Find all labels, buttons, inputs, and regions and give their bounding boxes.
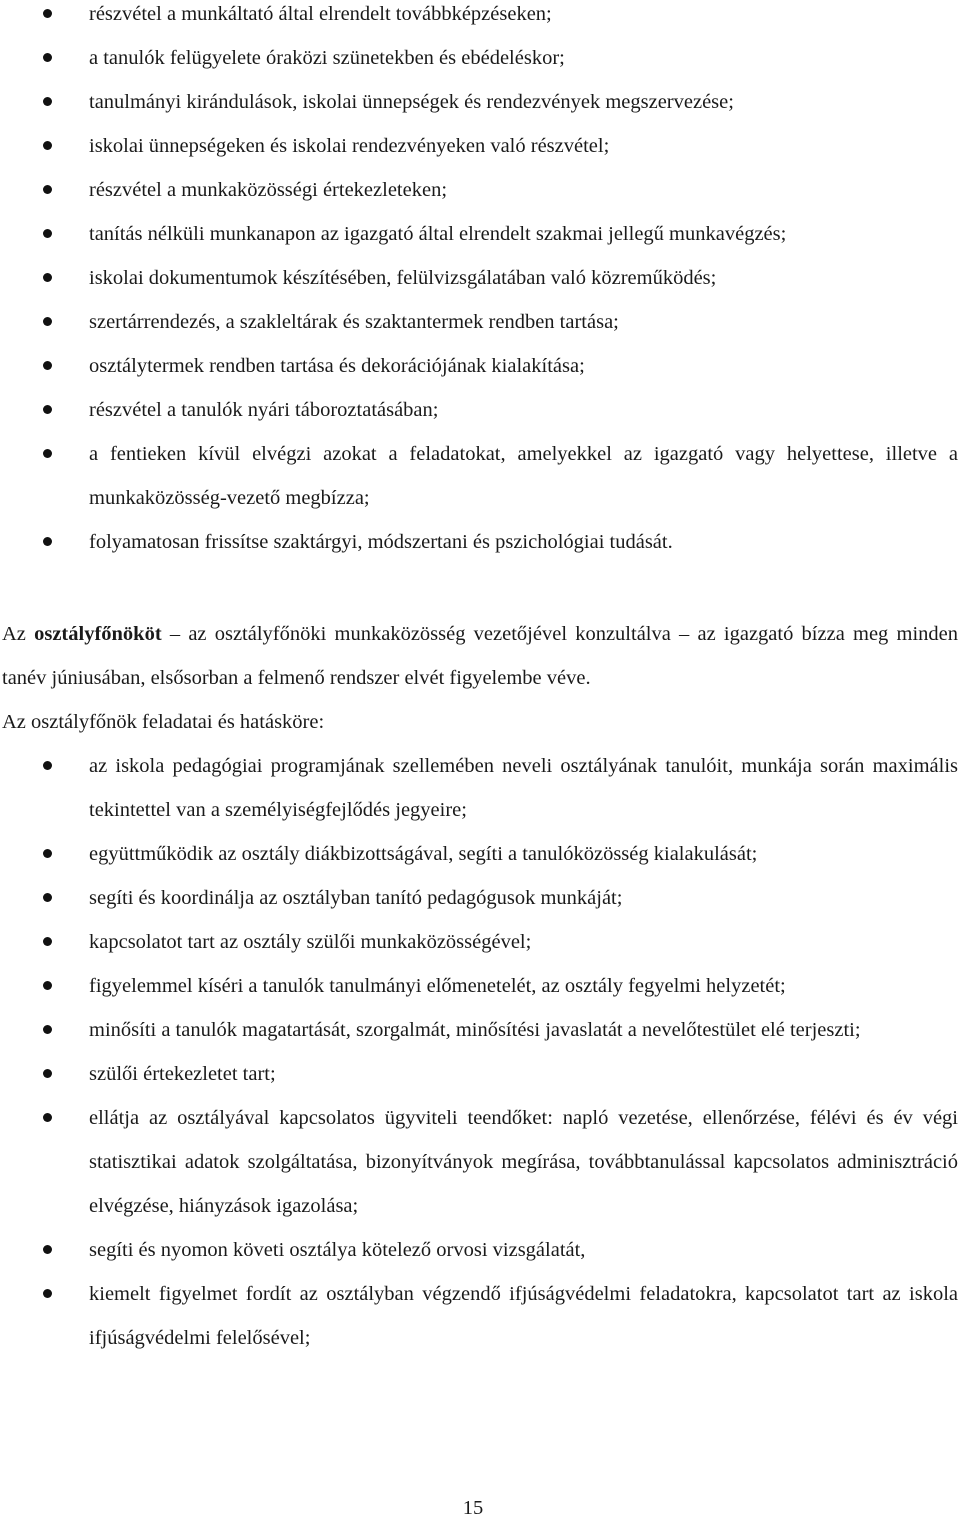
list-item-text: a fentieken kívül elvégzi azokat a feladatokat, amelyekkel az igazgató vagy helyettese, illetve a munkaközösség-vezető megbízza; xyxy=(89,443,958,509)
class-teacher-appointment-paragraph xyxy=(2,612,958,700)
list-item-text: részvétel a munkaközösségi értekezleteken; xyxy=(89,179,448,201)
list-item xyxy=(0,876,958,920)
list-item-text: az iskola pedagógiai programjának szellemében neveli osztályának tanulóit, munkája során maximális tekintettel van a személyiségfejlődés jegyeire; xyxy=(89,755,958,821)
list-item xyxy=(0,344,958,388)
list-item xyxy=(0,744,958,832)
paragraph-text: – az osztályfőnöki munkaközösség vezetőjével konzultálva – az igazgató bízza meg minden tanév júniusában, elsősorban a felmenő rendszer elvét figyelembe véve. xyxy=(2,623,958,689)
list-item xyxy=(0,300,958,344)
list-item xyxy=(0,0,958,36)
section-intro: Az osztályfőnök feladatai és hatásköre: xyxy=(2,711,325,733)
bullet-icon xyxy=(43,229,52,238)
list-item-text: tanítás nélküli munkanapon az igazgató által elrendelt szakmai jellegű munkavégzés; xyxy=(89,223,787,245)
list-item xyxy=(0,520,958,564)
bullet-icon xyxy=(43,53,52,62)
list-item xyxy=(0,256,958,300)
list-item-text: részvétel a munkáltató által elrendelt továbbképzéseken; xyxy=(89,3,552,25)
bold-term: osztályfőnököt xyxy=(34,623,162,645)
bullet-icon xyxy=(43,761,52,770)
list-item xyxy=(0,964,958,1008)
bullet-icon xyxy=(43,1025,52,1034)
bullet-icon xyxy=(43,981,52,990)
page-number: 15 xyxy=(462,1497,484,1519)
list-item-text: a tanulók felügyelete óraközi szünetekben és ebédeléskor; xyxy=(89,47,565,69)
bullet-icon xyxy=(43,97,52,106)
bullet-icon xyxy=(43,361,52,370)
class-teacher-duties-list xyxy=(0,744,958,1360)
bullet-icon xyxy=(43,1069,52,1078)
list-item-text: együttműködik az osztály diákbizottságával, segíti a tanulóközösség kialakulását; xyxy=(89,843,758,865)
list-item-text: segíti és nyomon követi osztálya kötelező orvosi vizsgálatát, xyxy=(89,1239,586,1261)
list-item xyxy=(0,432,958,520)
list-item xyxy=(0,80,958,124)
list-item xyxy=(0,920,958,964)
bullet-icon xyxy=(43,1289,52,1298)
list-item-text: folyamatosan frissítse szaktárgyi, módszertani és pszichológiai tudását. xyxy=(89,531,673,553)
bullet-icon xyxy=(43,405,52,414)
list-item-text: iskolai ünnepségeken és iskolai rendezvényeken való részvétel; xyxy=(89,135,610,157)
list-item xyxy=(0,1228,958,1272)
list-item xyxy=(0,124,958,168)
paragraph-text: Az xyxy=(2,623,35,645)
list-item-text: kapcsolatot tart az osztály szülői munkaközösségével; xyxy=(89,931,532,953)
list-item xyxy=(0,36,958,80)
list-item-text: kiemelt figyelmet fordít az osztályban végzendő ifjúságvédelmi feladatokra, kapcsolatot tart az iskola ifjúságvédelmi felelősével; xyxy=(89,1283,958,1349)
bullet-icon xyxy=(43,1245,52,1254)
list-item xyxy=(0,1008,958,1052)
list-item-text: tanulmányi kirándulások, iskolai ünnepségek és rendezvények megszervezése; xyxy=(89,91,734,113)
list-item-text: ellátja az osztályával kapcsolatos ügyviteli teendőket: napló vezetése, ellenőrzése, félévi és év végi statisztikai adatok szolgáltatása, bizonyítványok megírása, továbbtanulással kapcsolatos adminisztráció elvégzése, hiányzások igazolása; xyxy=(89,1107,958,1217)
list-item-text: szertárrendezés, a szakleltárak és szaktantermek rendben tartása; xyxy=(89,311,619,333)
list-item xyxy=(0,168,958,212)
bullet-icon xyxy=(43,185,52,194)
bullet-icon xyxy=(43,893,52,902)
duties-list xyxy=(0,0,958,564)
list-item xyxy=(0,1272,958,1360)
bullet-icon xyxy=(43,317,52,326)
list-item-text: osztálytermek rendben tartása és dekorációjának kialakítása; xyxy=(89,355,585,377)
list-item-text: szülői értekezletet tart; xyxy=(89,1063,276,1085)
list-item-text: iskolai dokumentumok készítésében, felülvizsgálatában való közreműködés; xyxy=(89,267,717,289)
bullet-icon xyxy=(43,9,52,18)
bullet-icon xyxy=(43,141,52,150)
list-item-text: figyelemmel kíséri a tanulók tanulmányi előmenetelét, az osztály fegyelmi helyzetét; xyxy=(89,975,786,997)
bullet-icon xyxy=(43,537,52,546)
list-item xyxy=(0,1052,958,1096)
bullet-icon xyxy=(43,937,52,946)
list-item xyxy=(0,832,958,876)
bullet-icon xyxy=(43,849,52,858)
list-item-text: segíti és koordinálja az osztályban tanító pedagógusok munkáját; xyxy=(89,887,623,909)
list-item xyxy=(0,1096,958,1228)
bullet-icon xyxy=(43,273,52,282)
list-item xyxy=(0,212,958,256)
list-item-text: minősíti a tanulók magatartását, szorgalmát, minősítési javaslatát a nevelőtestület elé terjeszti; xyxy=(89,1019,861,1041)
list-item-text: részvétel a tanulók nyári táboroztatásában; xyxy=(89,399,439,421)
bullet-icon xyxy=(43,449,52,458)
list-item xyxy=(0,388,958,432)
bullet-icon xyxy=(43,1113,52,1122)
